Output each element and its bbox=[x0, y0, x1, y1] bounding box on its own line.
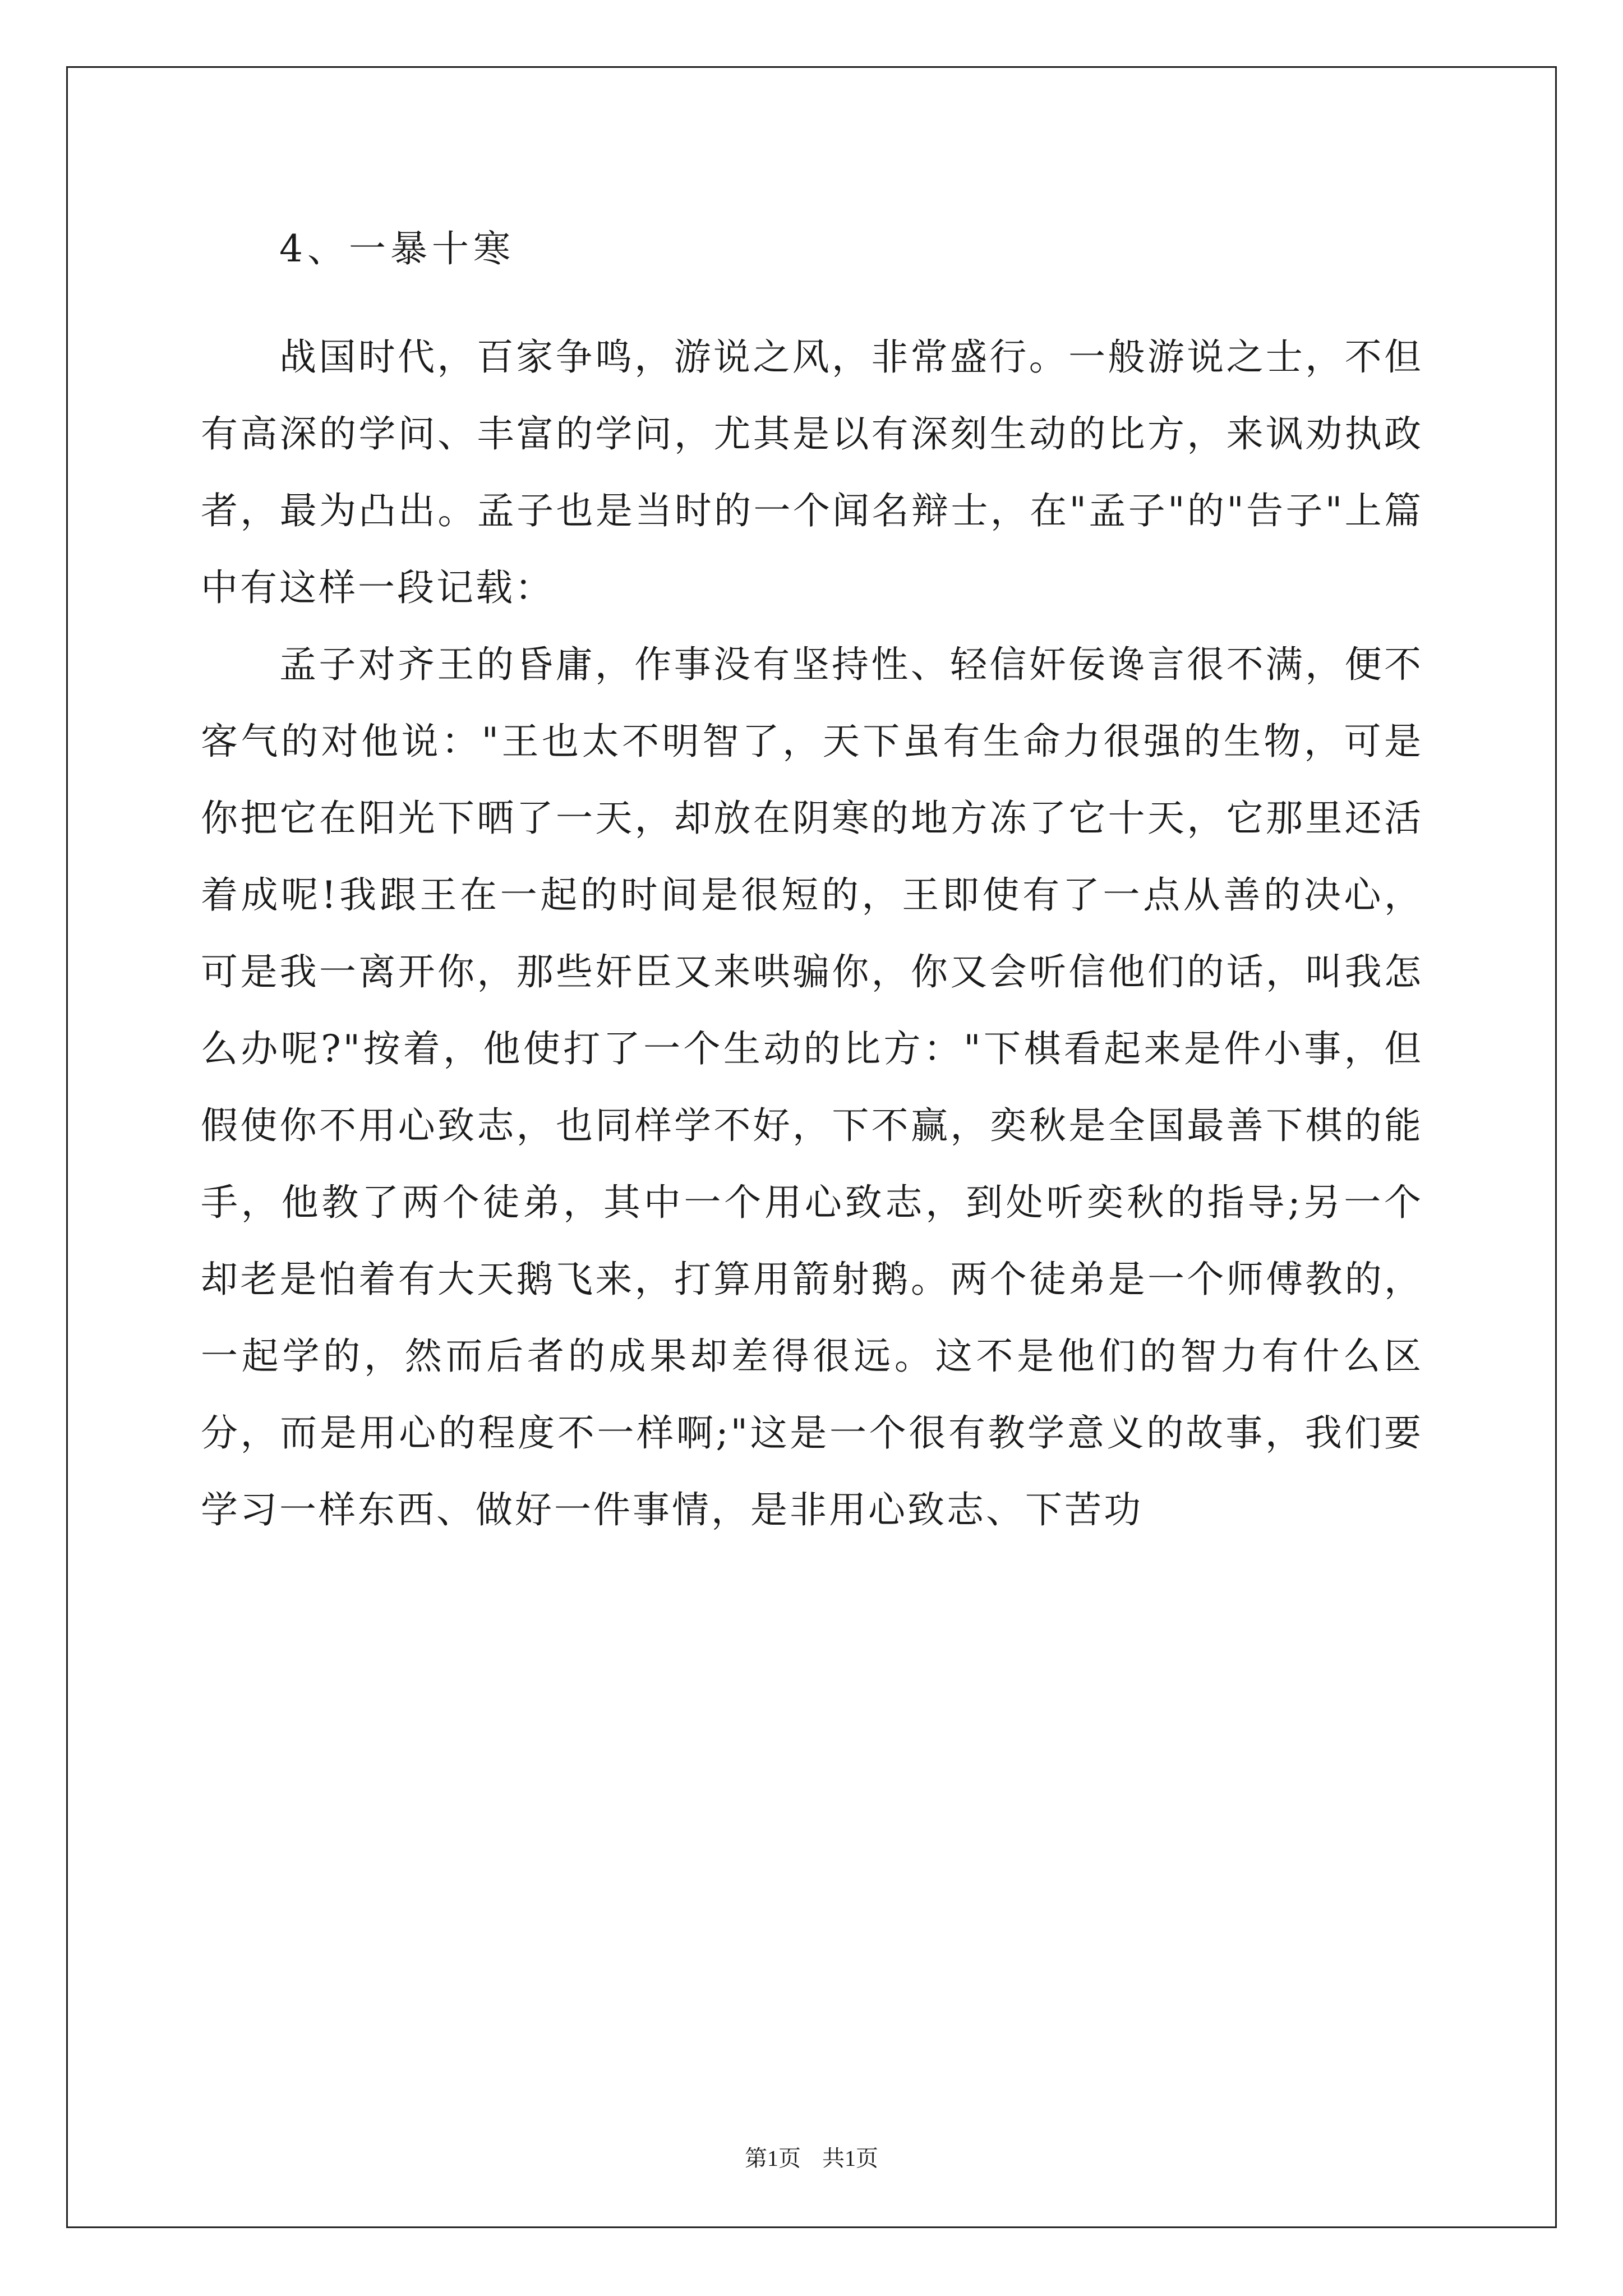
page-footer bbox=[0, 2143, 1623, 2174]
page-number: 第1页 bbox=[745, 2146, 801, 2171]
page-total: 共1页 bbox=[822, 2146, 878, 2171]
document-body bbox=[201, 220, 1423, 1548]
paragraph-2: 孟子对齐王的昏庸，作事没有坚持性、轻信奸佞谗言很不满，便不客气的对他说："王也太不明智了，天下虽有生命力很强的生物，可是你把它在阳光下晒了一天，却放在阴寒的地方冻了它十天，它那里还活着成呢!我跟王在一起的时间是很短的，王即使有了一点从善的决心，可是我一离开你，那些奸臣又来哄骗你，你又会听信他们的话，叫我怎么办呢?"按着，他使打了一个生动的比方："下棋看起来是件小事，但假使你不用心致志，也同样学不好，下不赢，奕秋是全国最善下棋的能手，他教了两个徒弟，其中一个用心致志，到处听奕秋的指导;另一个却老是怕着有大天鹅飞来，打算用箭射鹅。两个徒弟是一个师傅教的，一起学的，然而后者的成果却差得很远。这不是他们的智力有什么区分，而是用心的程度不一样啊;"这是一个很有教学意义的故事，我们要学习一样东西、做好一件事情，是非用心致志、下苦功 bbox=[201, 643, 1423, 1531]
paragraph-1: 战国时代，百家争鸣，游说之风，非常盛行。一般游说之士，不但有高深的学问、丰富的学问，尤其是以有深刻生动的比方，来讽劝执政者，最为凸出。孟子也是当时的一个闻名辩士，在"孟子"的"告子"上篇中有这样一段记载： bbox=[201, 335, 1423, 609]
section-heading: 4、一暴十寒 bbox=[279, 227, 515, 270]
